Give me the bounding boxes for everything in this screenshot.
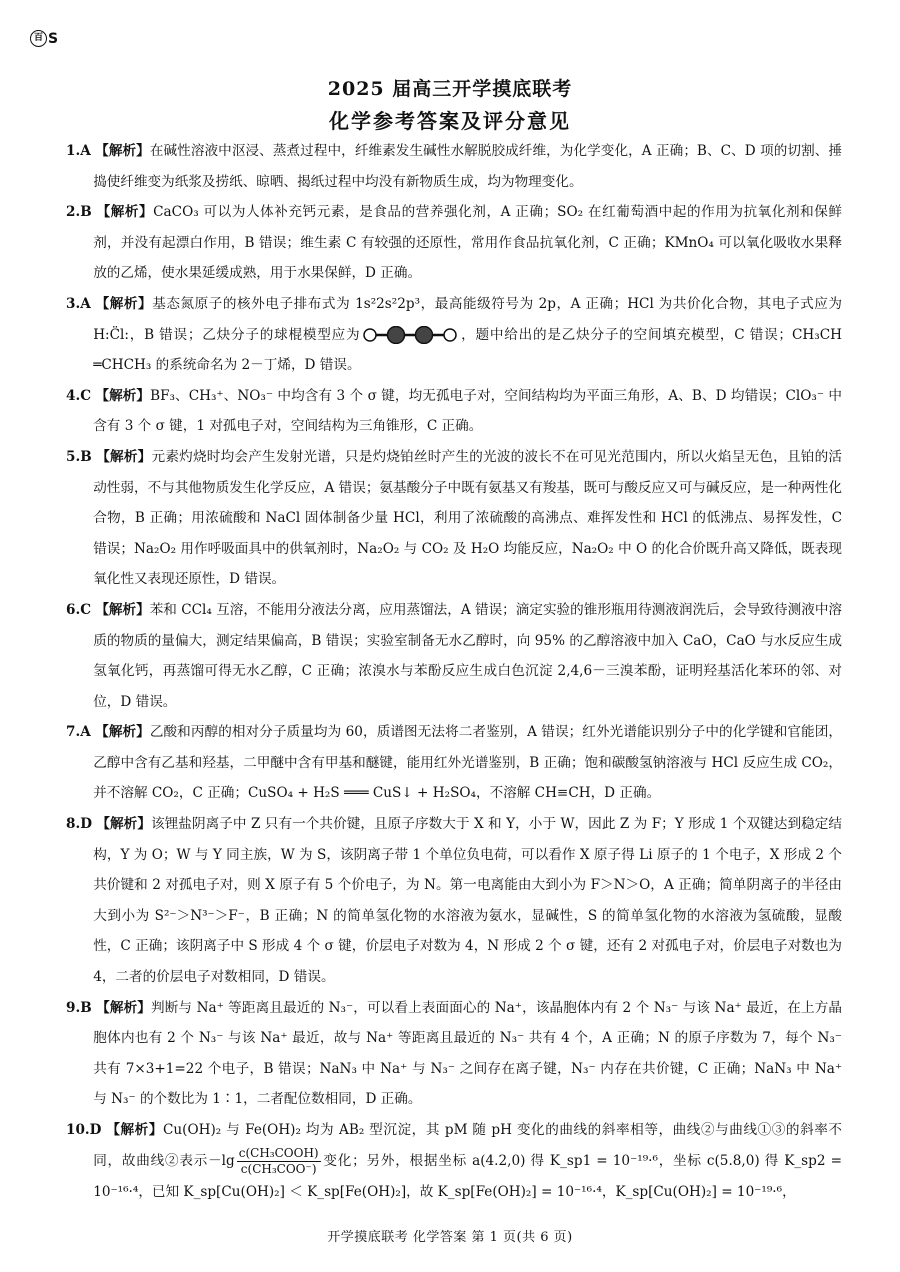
answer-number: 1.A xyxy=(66,143,91,159)
analysis-tag: 【解析】 xyxy=(95,295,153,312)
answer-item-8 xyxy=(66,809,842,993)
acetylene-ball-stick-model-icon xyxy=(362,326,458,344)
answer-text: 该锂盐阴离子中 Z 只有一个共价键，且原子序数大于 X 和 Y，小于 W，因此 Z 为 F；Y 形成 1 个双键达到稳定结构，Y 为 O；W 与 Y 同主族，W 为 S，该阴离子带 1 个单位负电荷，可以看作 X 原子得 Li 原子的 1 个电子，X 形成 2 个共价键和 2 对孤电子对，则 X 原子有 5 个价电子，为 N。第一电离能由大到小为 F＞N＞O，A 正确；简单阴离子的半径由大到小为 S²⁻＞N³⁻＞F⁻，B 正确；N 的简单氢化物的水溶液为氨水，显碱性，S 的简单氢化物的水溶液为氢硫酸，显酸性，C 正确；该阴离子中 S 形成 4 个 σ 键，价层电子对数为 4，N 形成 2 个 σ 键，还有 2 对孤电子对，价层电子对数也为 4，二者的价层电子对数相同，D 错误。 xyxy=(93,816,843,986)
answer-text: 在碱性溶液中沤浸、蒸煮过程中，纤维素发生碱性水解脱胶成纤维，为化学变化，A 正确；B、C、D 项的切割、捶捣使纤维变为纸浆及捞纸、晾晒、揭纸过程中均没有新物质生成，均为物理变化。 xyxy=(93,143,843,190)
page-footer: 开学摸底联考 化学答案 第 1 页(共 6 页) xyxy=(327,1230,573,1245)
answer-number: 7.A xyxy=(66,724,91,741)
answer-subtitle: 化学参考答案及评分意见 xyxy=(329,109,571,133)
answer-item-2 xyxy=(66,197,842,289)
answer-text: 元素灼烧时均会产生发射光谱，只是灼烧铂丝时产生的光波的波长不在可见光范围内，所以火焰呈无色，且铂的活动性弱，不与其他物质发生化学反应，A 错误；氨基酸分子中既有氨基又有羧基，既可与酸反应又可与碱反应，是一种两性化合物，B 正确；用浓硫酸和 NaCl 固体制备少量 HCl，利用了浓硫酸的高沸点、难挥发性和 HCl 的低沸点、易挥发性，C 错误；Na₂O₂ 用作呼吸面具中的供氧剂时，Na₂O₂ 与 CO₂ 及 H₂O 均能反应，Na₂O₂ 中 O 的化合价既升高又降低，既表现氧化性又表现还原性，D 错误。 xyxy=(93,448,843,588)
analysis-tag: 【解析】 xyxy=(96,816,151,833)
analysis-tag: 【解析】 xyxy=(95,143,150,159)
answer-number: 8.D xyxy=(66,816,92,833)
analysis-tag: 【解析】 xyxy=(95,724,150,741)
analysis-tag: 【解析】 xyxy=(95,601,150,618)
answer-item-4 xyxy=(66,381,842,442)
answer-number: 3.A xyxy=(66,295,91,312)
answer-item-3 xyxy=(66,289,842,381)
analysis-tag: 【解析】 xyxy=(106,1122,163,1138)
answer-number: 4.C xyxy=(66,387,92,404)
answer-item-6 xyxy=(66,595,842,717)
logo-circle-icon: 百 xyxy=(30,30,47,47)
publisher-logo xyxy=(30,30,58,47)
fraction-numerator: c(CH₃COOH) xyxy=(238,1145,319,1160)
logo-letter: S xyxy=(48,30,59,47)
answer-number: 6.C xyxy=(66,601,92,618)
answer-number: 5.B xyxy=(66,448,92,465)
answer-text: 变化；另外，根据坐标 a(4.2,0) 得 K_sp1 = 10⁻¹⁹·⁶，坐标 c(5.8,0) 得 K_sp2 = 10⁻¹⁶·⁴，已知 K_sp[Cu(OH)₂] ＜ K_sp[Fe(OH)₂]，故 K_sp[Fe(OH)₂] = 10⁻¹⁶·⁴，K_sp[Cu(OH)₂] = 10⁻¹⁹·⁶， xyxy=(93,1152,842,1200)
answer-text: Cu(OH)₂ 与 Fe(OH)₂ 均为 AB₂ 型沉淀，其 pM 随 pH 变化的曲线的斜率相等，曲线②与曲线①③的斜率不同，故曲线②表示－lg xyxy=(93,1122,843,1169)
answer-item-10 xyxy=(66,1115,842,1207)
answer-text: 苯和 CCl₄ 互溶，不能用分液法分离，应用蒸馏法，A 错误；滴定实验的锥形瓶用待测液润洗后，会导致待测液中溶质的物质的量偏大，测定结果偏高，B 错误；实验室制备无水乙醇时，向 95% 的乙醇溶液中加入 CaO，CaO 与水反应生成氢氧化钙，再蒸馏可得无水乙醇，C 正确；浓溴水与苯酚反应生成白色沉淀 2,4,6－三溴苯酚，证明羟基活化苯环的邻、对位，D 错误。 xyxy=(93,601,843,710)
exam-title: 2025 届高三开学摸底联考 xyxy=(327,78,573,100)
answer-item-9 xyxy=(66,993,842,1115)
answer-text: BF₃、CH₃⁺、NO₃⁻ 中均含有 3 个 σ 键，均无孤电子对，空间结构均为平面三角形，A、B、D 均错误；ClO₃⁻ 中含有 3 个 σ 键，1 对孤电子对，空间结构为三角锥形，C 正确。 xyxy=(93,387,843,435)
analysis-tag: 【解析】 xyxy=(96,448,152,465)
answer-text: 乙酸和丙醇的相对分子质量均为 60，质谱图无法将二者鉴别，A 错误；红外光谱能识别分子中的化学键和官能团，乙醇中含有乙基和羟基，二甲醚中含有甲基和醚键，能用红外光谱鉴别，B 正确；饱和碳酸氢钠溶液与 HCl 反应生成 CO₂，并不溶解 CO₂，C 正确；CuSO₄ + H₂S ═══ CuS↓ + H₂SO₄，不溶解 CH≡CH，D 正确。 xyxy=(93,724,842,802)
answer-text: 基态氮原子的核外电子排布式为 1s²2s²2p³，最高能级符号为 2p，A 正确；HCl 为共价化合物，其电子式应为 H:C̈l:，B 错误；乙炔分子的球棍模型应为 xyxy=(93,295,842,343)
answer-item-1 xyxy=(66,136,842,197)
fraction-denominator: c(CH₃COO⁻) xyxy=(240,1161,317,1176)
log-ratio-fraction xyxy=(237,1146,321,1177)
answer-item-7 xyxy=(66,717,842,809)
analysis-tag: 【解析】 xyxy=(95,387,151,404)
analysis-tag: 【解析】 xyxy=(96,999,151,1016)
answer-text: ，题中给出的是乙炔分子的空间填充模型，C 错误；CH₃CH ═CHCH₃ 的系统命名为 2－丁烯，D 错误。 xyxy=(93,326,842,374)
answer-number: 10.D xyxy=(66,1122,102,1138)
answer-text: CaCO₃ 可以为人体补充钙元素，是食品的营养强化剂，A 正确；SO₂ 在红葡萄酒中起的作用为抗氧化剂和保鲜剂，并没有起漂白作用，B 错误；维生素 C 有较强的还原性，常用作食品抗氧化剂，C 正确；KMnO₄ 可以氧化吸收水果释放的乙烯，使水果延缓成熟，用于水果保鲜，D 正确。 xyxy=(93,204,843,282)
answer-body xyxy=(66,136,842,1207)
answer-item-5 xyxy=(66,442,842,595)
answer-number: 2.B xyxy=(66,204,92,221)
answer-text: 判断与 Na⁺ 等距离且最近的 N₃⁻，可以看上表面面心的 Na⁺，该晶胞体内有 2 个 N₃⁻ 与该 Na⁺ 最近，在上方晶胞体内也有 2 个 N₃⁻ 与该 Na⁺ 最近，故与 Na⁺ 等距离且最近的 N₃⁻ 共有 4 个，A 正确；N 的原子序数为 7，每个 N₃⁻ 共有 7×3+1=22 个电子，B 错误；NaN₃ 中 Na⁺ 与 N₃⁻ 之间存在离子键，N₃⁻ 内存在共价键，C 正确；NaN₃ 中 Na⁺ 与 N₃⁻ 的个数比为 1∶1，二者配位数相同，D 正确。 xyxy=(93,999,843,1108)
answer-number: 9.B xyxy=(66,999,92,1016)
analysis-tag: 【解析】 xyxy=(96,204,154,221)
